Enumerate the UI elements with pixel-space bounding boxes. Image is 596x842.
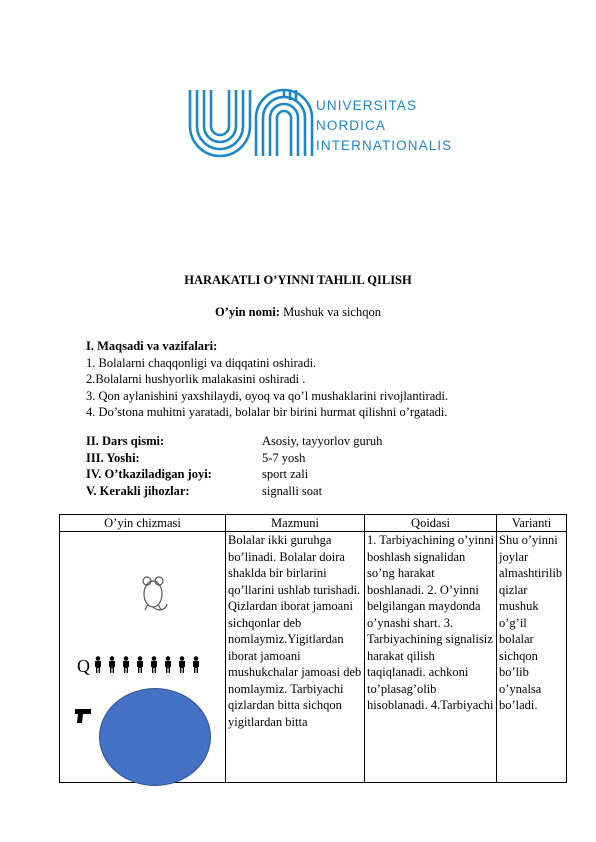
info-row	[86, 483, 546, 500]
variant-cell: Shu o’yinni joylar almashtirilib qizlar mushuk o’g’il bolalar sichqon bo’lib o’ynalsa bo’ladi.	[497, 532, 567, 783]
cat-marker-letter: Q	[77, 656, 90, 676]
info-row	[86, 433, 546, 450]
rules-cell: 1. Tarbiyachining o’yinni boshlash signalidan so’ng harakat boshlanadi. 2. O’yinni belgilangan maydonda o’ynashi shart. 3. Tarbiyachining signalisiz harakat qilish taqiqlanadi. achkoni to’plasag’olib hisoblanadi. 4.Tarbiyachi	[365, 532, 497, 783]
person-icon	[163, 656, 173, 674]
person-icon	[121, 656, 131, 674]
game-diagram	[62, 532, 223, 782]
info-value: 5-7 yosh	[262, 450, 306, 465]
info-key: V. Kerakli jihozlar:	[86, 483, 190, 498]
table-row	[60, 532, 567, 783]
logo-line-3: INTERNATIONALIS	[316, 138, 453, 153]
aim-item: 4. Do’stona muhitni yaratadi, bolalar bir birini hurmat qilishni o’rgatadi.	[86, 405, 448, 419]
logo-line-1: UNIVERSITAS	[316, 98, 418, 113]
game-name-value: Mushuk va sichqon	[283, 305, 381, 319]
document-title: HARAKATLI O’YINNI TAHLIL QILISH	[184, 273, 412, 287]
table-header-row	[60, 515, 567, 532]
diagram-cell	[60, 532, 226, 783]
info-section	[86, 433, 546, 499]
person-icon	[93, 656, 103, 674]
game-analysis-table	[59, 514, 567, 783]
info-key: III. Yoshi:	[86, 450, 140, 465]
info-row	[86, 450, 546, 467]
aim-item: 1. Bolalarni chaqqonligi va diqqatini oshiradi.	[86, 355, 317, 370]
signal-gun-icon	[74, 708, 92, 724]
person-icon	[177, 656, 187, 674]
header-content: Mazmuni	[226, 515, 365, 532]
game-name	[0, 305, 596, 320]
aim-item: 2.Bolalarni hushyorlik malakasini oshiradi .	[86, 372, 306, 386]
play-area-circle	[99, 688, 211, 786]
mouse-icon	[136, 574, 170, 616]
header-diagram: O’yin chizmasi	[60, 515, 226, 532]
aims-heading: I. Maqsadi va vazifalari:	[86, 339, 218, 353]
info-key: IV. O’tkaziladigan joyi:	[86, 467, 212, 481]
header-rules: Qoidasi	[365, 515, 497, 532]
info-value: Asosiy, tayyorlov guruh	[262, 434, 383, 448]
header-variant: Varianti	[497, 515, 567, 532]
info-key: II. Dars qismi:	[86, 434, 165, 448]
info-value: signalli soat	[262, 483, 323, 498]
logo-line-2: NORDICA	[316, 118, 386, 133]
game-name-label: O’yin nomi:	[215, 305, 280, 319]
person-icon	[135, 656, 145, 674]
players-row	[93, 656, 201, 674]
content-cell: Bolalar ikki guruhga bo’linadi. Bolalar doira shaklda bir birlarini qo’llarini ushlab turishadi. Qizlardan iborat jamoani sichqonlar deb nomlaymiz.Yigitlardan iborat jamoani mushukchalar jamoasi deb nomlaymiz. Tarbiyachi qizlardan bitta sichqon yigitlardan bitta	[226, 532, 365, 783]
aim-item: 3. Qon aylanishini yaxshilaydi, oyoq va qo’l mushaklarini rivojlantiradi.	[86, 388, 449, 403]
person-icon	[191, 656, 201, 674]
aims-section	[86, 338, 448, 421]
info-row	[86, 466, 546, 483]
person-icon	[107, 656, 117, 674]
info-value: sport zali	[262, 467, 309, 481]
person-icon	[149, 656, 159, 674]
university-name	[316, 96, 452, 156]
